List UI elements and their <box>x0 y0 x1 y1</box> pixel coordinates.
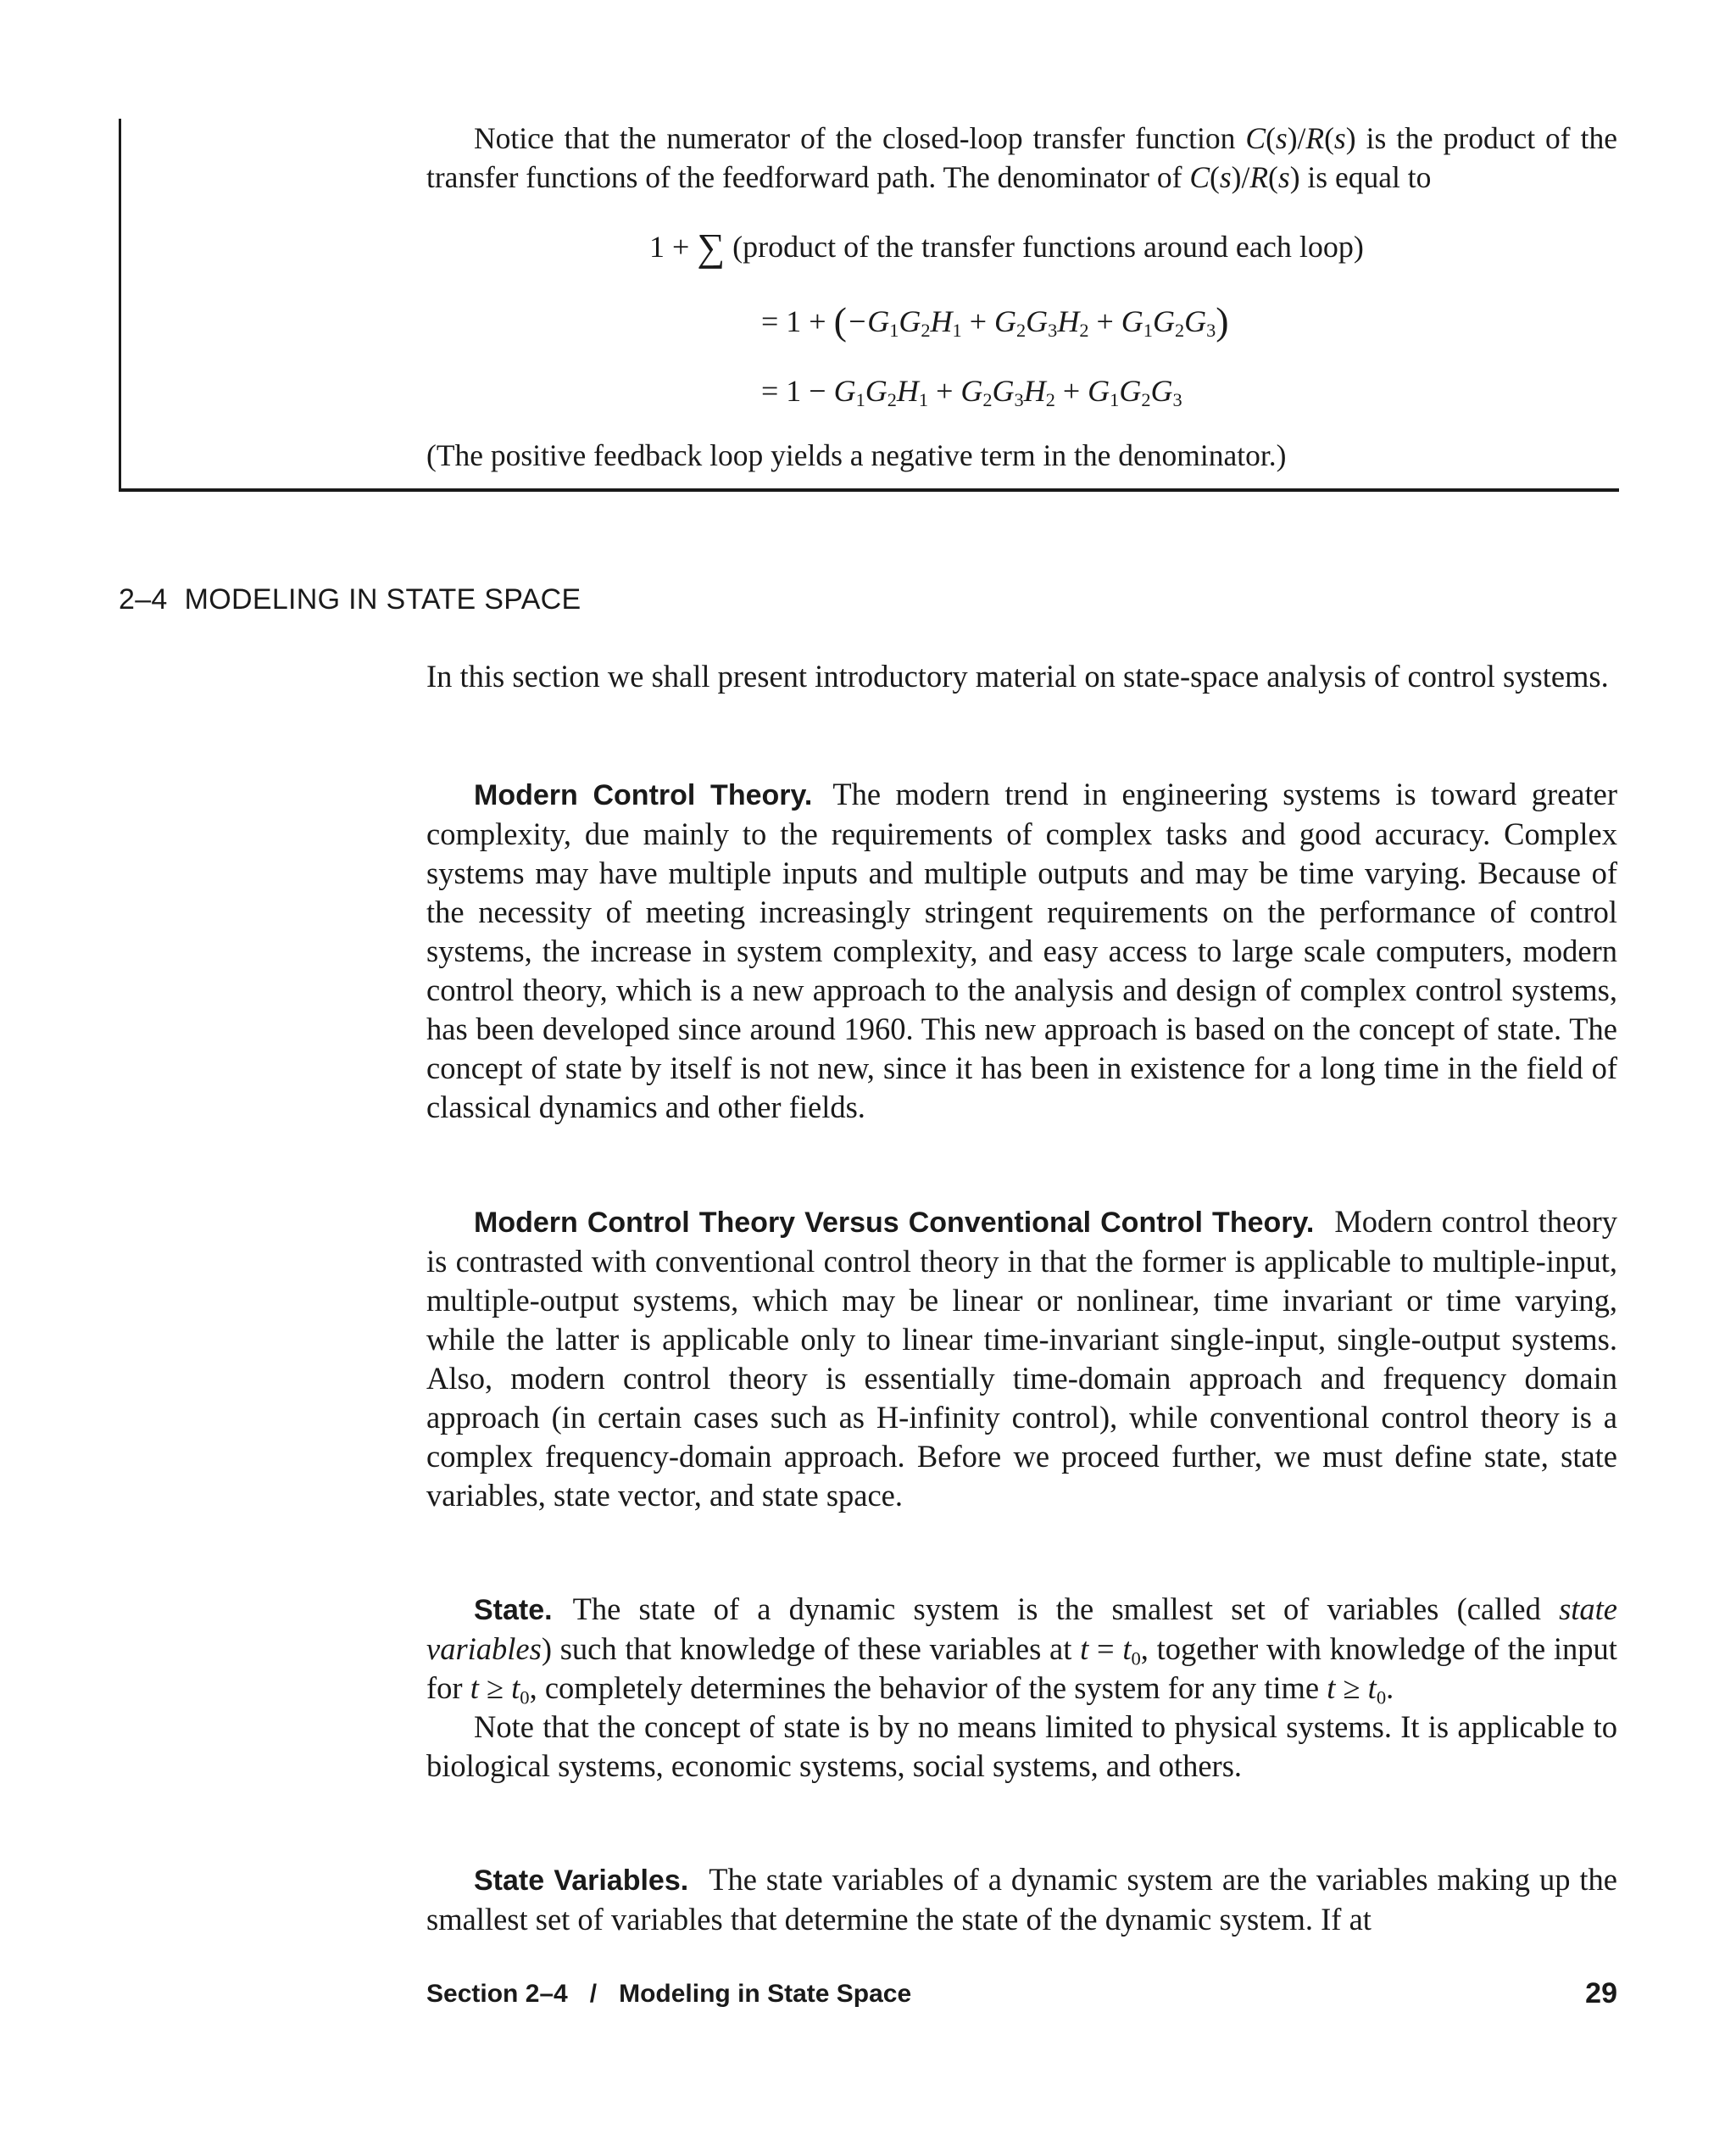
transfer-function-label-2: C <box>1189 160 1210 194</box>
section-intro <box>426 657 1617 696</box>
versus-heading: Modern Control Theory Versus Conventional Control Theory. <box>474 1207 1315 1239</box>
state-variables-italic: state variables <box>426 1591 1617 1666</box>
example-intro-text-1: Notice that the numerator of the closed-loop transfer function <box>474 121 1246 155</box>
footer-section-ref: Section 2–4 <box>426 1980 568 2008</box>
running-footer <box>426 1980 911 2009</box>
tf-paren-1: ( <box>1266 121 1276 155</box>
equation-line-2 <box>761 299 1229 343</box>
tf-paren-2: ( <box>1324 121 1334 155</box>
sigma-symbol: ∑ <box>697 226 726 269</box>
tf-r-1: R <box>1305 121 1325 155</box>
eq1-prefix: 1 + <box>649 230 690 264</box>
eq2-close-paren: ) <box>1216 299 1229 343</box>
footer-separator: / <box>589 1980 598 2008</box>
versus-block <box>426 1202 1617 1515</box>
state-variables-heading: State Variables. <box>474 1864 689 1897</box>
eq2-prefix: = 1 + <box>761 304 834 338</box>
state-text-4: , completely determines the behavior of the system for any time <box>529 1670 1327 1705</box>
tf-s-2: s <box>1333 121 1346 155</box>
state-text-1: The state of a dynamic system is the smallest set of variables (called <box>572 1591 1560 1626</box>
example-intro-text-3: is equal to <box>1299 160 1432 194</box>
state-paragraph <box>426 1590 1617 1708</box>
equation-line-3 <box>761 371 1182 410</box>
intro-paragraph: In this section we shall present introductory material on state-space analysis of control systems. <box>426 659 1609 694</box>
state-condition-2: $t \ge t_0$ <box>470 1670 530 1708</box>
state-variables-text: The state variables of a dynamic system are the variables making up the smallest set of variables that determine the state of the dynamic system. If at <box>426 1862 1617 1937</box>
page-number: 29 <box>1585 1977 1617 2009</box>
state-text-5: . <box>1386 1670 1394 1705</box>
tf-paren-3: ) <box>1345 121 1356 155</box>
state-condition-3: $t \ge t_0$ <box>1327 1670 1387 1708</box>
note-paragraph: Note that the concept of state is by no means limited to physical systems. It is applicable to biological systems, economic systems, social systems, and others. <box>426 1709 1617 1783</box>
state-text-3: , together with knowledge of the input for <box>426 1631 1617 1705</box>
eq3-prefix: = 1 − <box>761 374 834 408</box>
modern-control-heading: Modern Control Theory. <box>474 779 813 811</box>
versus-text: Modern control theory is contrasted with conventional control theory in that the former is applicable to multiple-input, multiple-output systems, which may be linear or nonlinear, time invariant or time varying, while the latter is applicable only to linear time-invariant single-input, single-output systems. Also, modern control theory is essentially time-domain approach and frequency domain approach (in certain cases such as H-infinity control), while conventional control theory is a complex frequency-domain approach. Before we proceed further, we must define state, state variables, state vector, and state space. <box>426 1204 1617 1513</box>
eq3-terms: $G_1G_2H_1 + G_2G_3H_2 + G_1G_2G_3$ <box>833 374 1182 411</box>
state-variables-block <box>426 1860 1617 1939</box>
section-heading <box>119 583 581 616</box>
eq2-terms: $-G_1G_2H_1 + G_2G_3H_2 + G_1G_2G_3$ <box>846 304 1216 342</box>
modern-control-paragraph <box>426 775 1617 1127</box>
example-intro-paragraph: Notice that the numerator of the closed-loop transfer function C(s)/R(s) is the product of the transfer functions of the feedforward path. The denominator of C(s)/R(s) is equal to <box>426 121 1617 194</box>
section-number: 2–4 <box>119 583 168 616</box>
tf-s-1: s <box>1275 121 1288 155</box>
modern-control-block <box>426 775 1617 1127</box>
eq2-open-paren: ( <box>833 299 847 343</box>
footer-section-title: Modeling in State Space <box>619 1980 912 2008</box>
example-intro <box>426 119 1617 197</box>
transfer-function-label-1: C <box>1245 121 1266 155</box>
state-condition-1: $t = t_0$ <box>1080 1631 1141 1669</box>
section-title: MODELING IN STATE SPACE <box>184 583 581 616</box>
modern-control-text: The modern trend in engineering systems is toward greater complexity, due mainly to the requirements of complex tasks and good accuracy. Complex systems may have multiple inputs and multiple outputs and may be time varying. Because of the necessity of meeting increasingly stringent requirements on the performance of control systems, the increase in system complexity, and easy access to large scale computers, modern control theory, which is a new approach to the analysis and design of complex control systems, has been developed since around 1960. This new approach is based on the concept of state. The concept of state by itself is not new, since it has been in existence for a long time in the field of classical dynamics and other fields. <box>426 777 1617 1124</box>
tf-mid-1: )/ <box>1287 121 1306 155</box>
equation-line-1 <box>649 227 1364 267</box>
state-variables-paragraph <box>426 1860 1617 1939</box>
state-text-2: ) such that knowledge of these variables at <box>541 1631 1081 1666</box>
state-heading: State. <box>474 1594 553 1626</box>
state-block <box>426 1590 1617 1786</box>
eq1-text: (product of the transfer functions around each loop) <box>732 230 1364 264</box>
example-intro-text-2: is the product of the transfer functions of the feedforward path. The denominator of <box>426 121 1617 194</box>
versus-paragraph <box>426 1202 1617 1515</box>
example-note: (The positive feedback loop yields a negative term in the denominator.) <box>426 438 1287 472</box>
